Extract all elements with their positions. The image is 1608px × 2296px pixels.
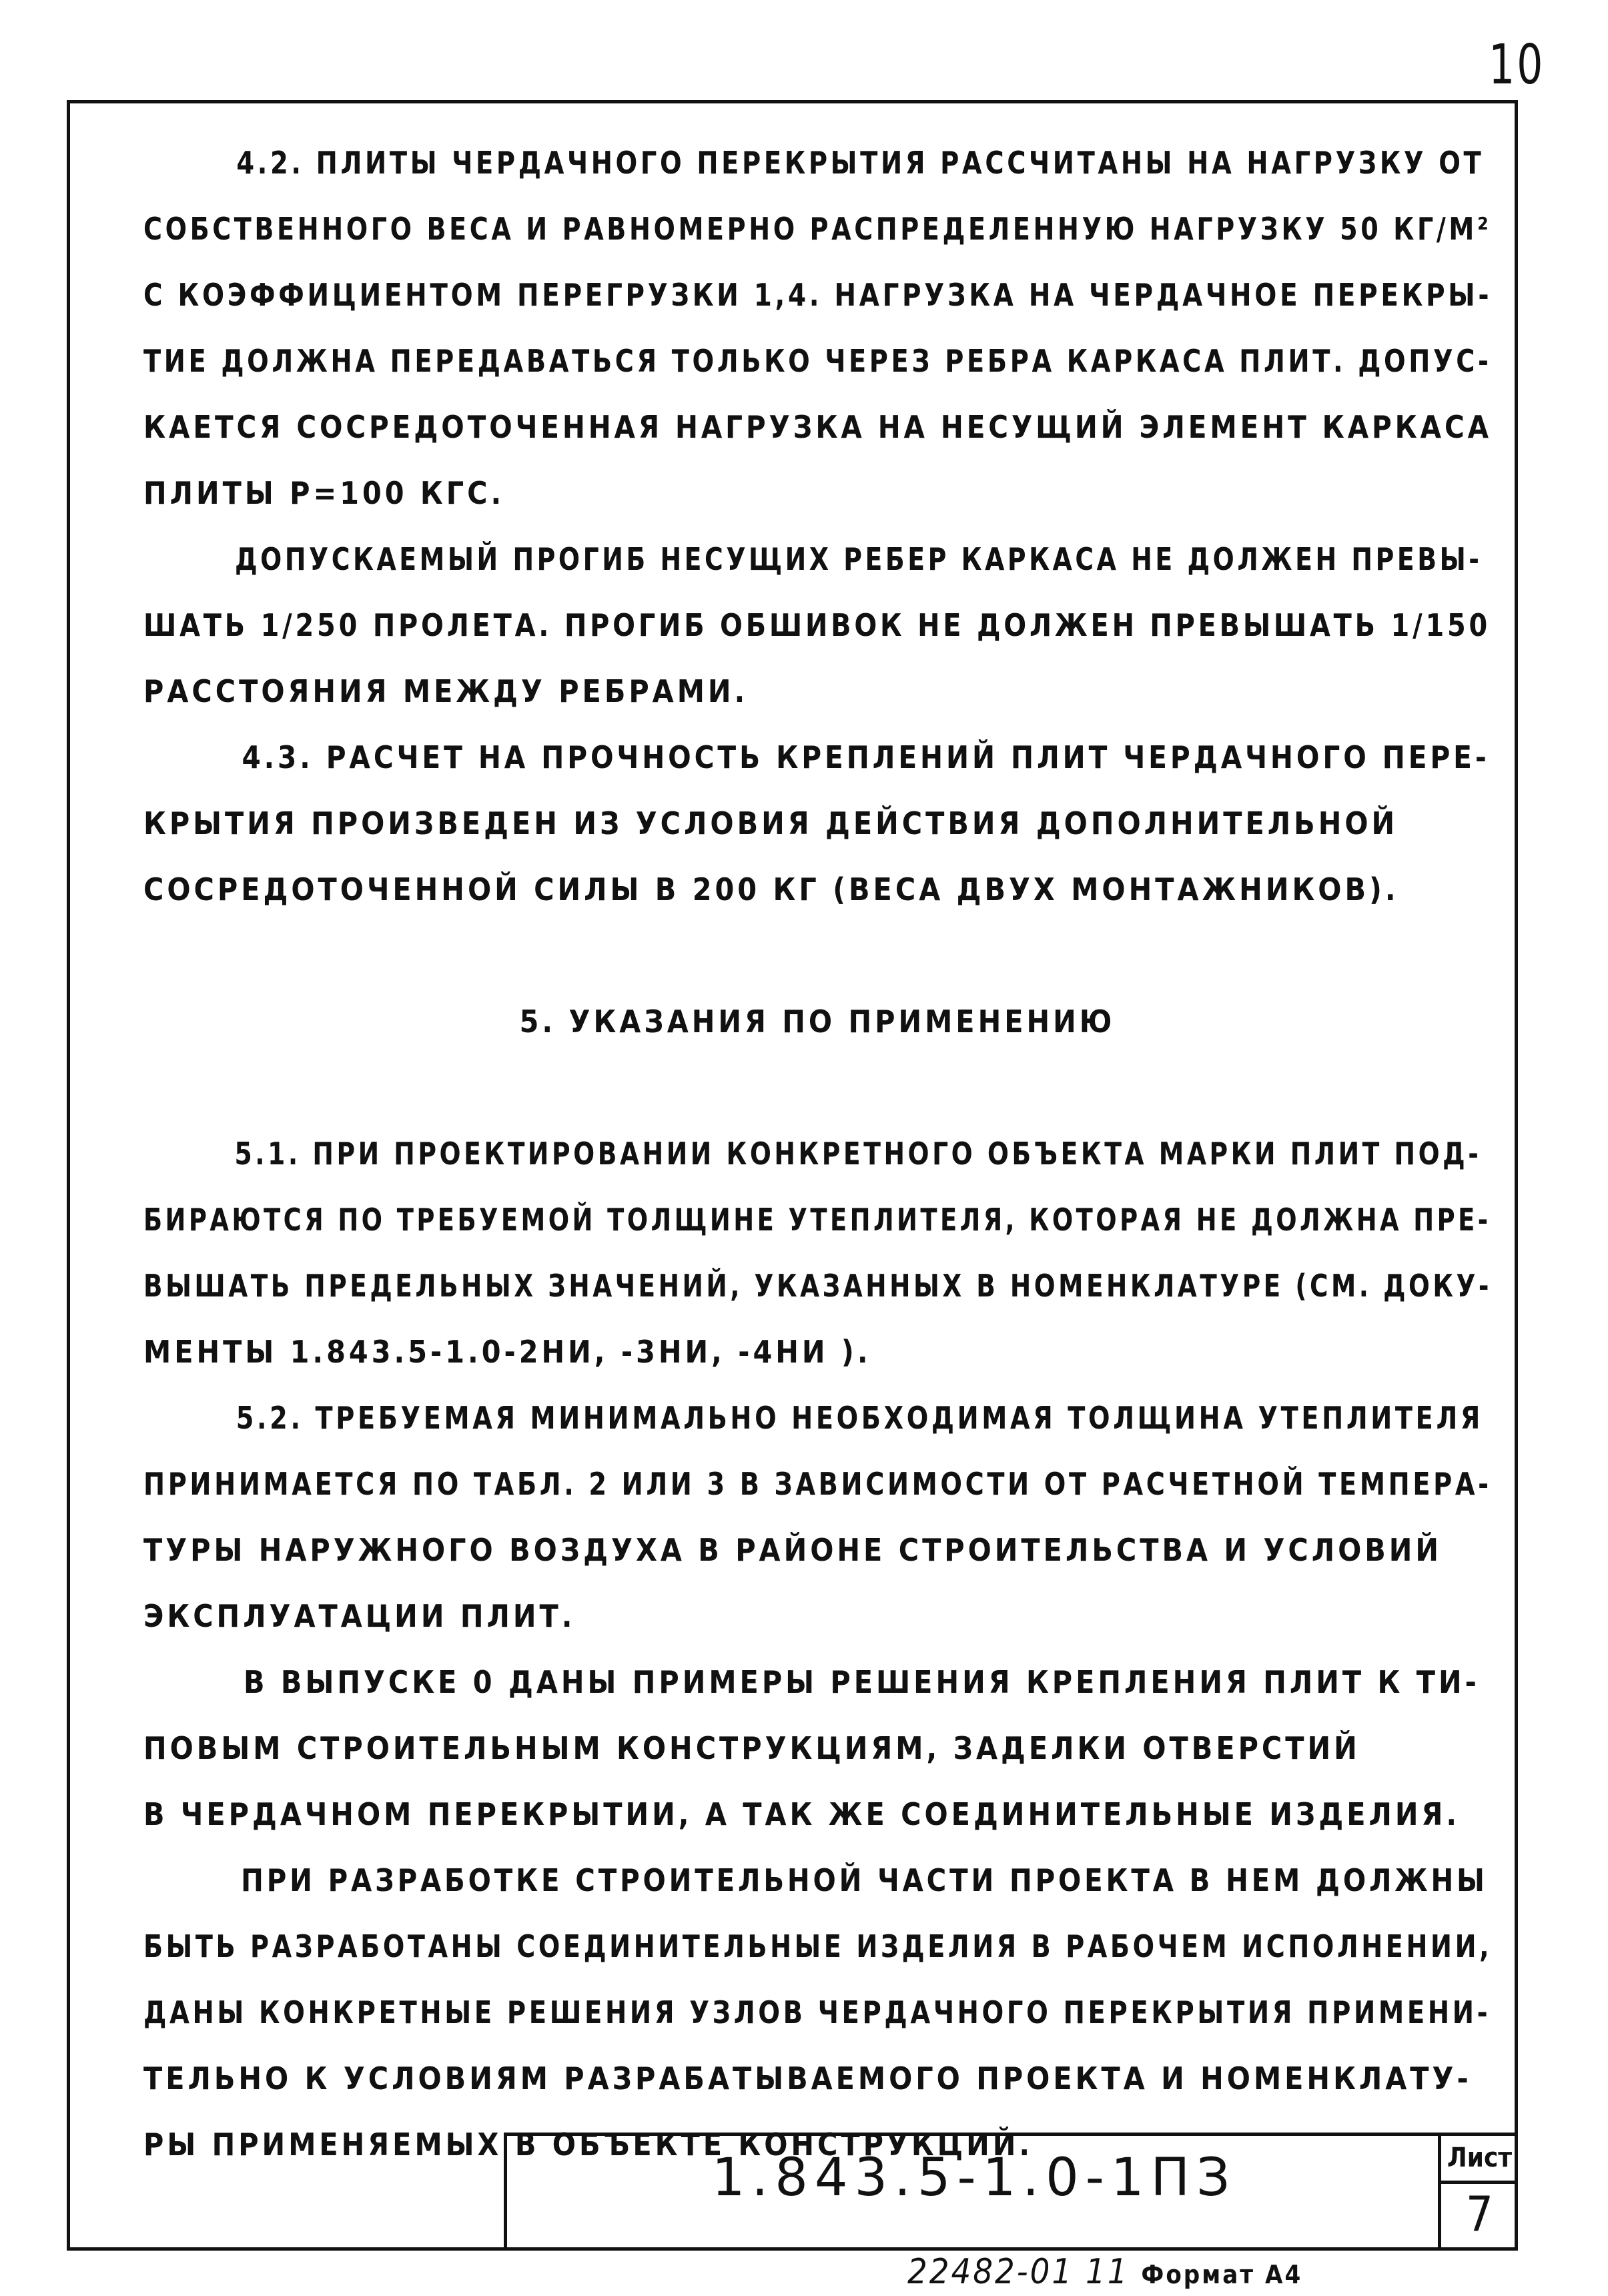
title-block [504,2133,1518,2247]
text-line: ТИЕ ДОЛЖНА ПЕРЕДАВАТЬСЯ ТОЛЬКО ЧЕРЕЗ РЕБРА КАРКАСА ПЛИТ. ДОПУС- [143,343,1492,379]
inventory-number: 22482-01 11 [907,2252,1130,2292]
text-line: ДАНЫ КОНКРЕТНЫЕ РЕШЕНИЯ УЗЛОВ ЧЕРДАЧНОГО ПЕРЕКРЫТИЯ ПРИМЕНИ- [143,1994,1491,2030]
text-line: ШАТЬ 1/250 ПРОЛЕТА. ПРОГИБ ОБШИВОК НЕ ДОЛЖЕН ПРЕВЫШАТЬ 1/150 [143,607,1491,643]
sheet-label: Лист [1441,2137,1518,2184]
format-label: Формат А4 [1141,2260,1303,2289]
text-line: 5.1. ПРИ ПРОЕКТИРОВАНИИ КОНКРЕТНОГО ОБЪЕКТА МАРКИ ПЛИТ ПОД- [234,1136,1482,1172]
document-body [143,130,1491,2178]
text-line: 4.2. ПЛИТЫ ЧЕРДАЧНОГО ПЕРЕКРЫТИЯ РАССЧИТАНЫ НА НАГРУЗКУ ОТ [236,145,1485,181]
text-line: КРЫТИЯ ПРОИЗВЕДЕН ИЗ УСЛОВИЯ ДЕЙСТВИЯ ДОПОЛНИТЕЛЬНОЙ [143,805,1398,841]
document-code: 1.843.5-1.0-1ПЗ [711,2148,1237,2208]
page-frame-bottom [67,2247,1518,2251]
text-line: КАЕТСЯ СОСРЕДОТОЧЕННАЯ НАГРУЗКА НА НЕСУЩИЙ ЭЛЕМЕНТ КАРКАСА [143,409,1492,445]
text-line: ПОВЫМ СТРОИТЕЛЬНЫМ КОНСТРУКЦИЯМ, ЗАДЕЛКИ ОТВЕРСТИЙ [143,1730,1360,1766]
text-line: ЭКСПЛУАТАЦИИ ПЛИТ. [143,1598,576,1634]
text-line: БЫТЬ РАЗРАБОТАНЫ СОЕДИНИТЕЛЬНЫЕ ИЗДЕЛИЯ В РАБОЧЕМ ИСПОЛНЕНИИ, [143,1928,1493,1964]
text-line: СОСРЕДОТОЧЕННОЙ СИЛЫ В 200 КГ (ВЕСА ДВУХ МОНТАЖНИКОВ). [143,871,1399,907]
sheet-cell [1438,2136,1518,2247]
text-line: РАССТОЯНИЯ МЕЖДУ РЕБРАМИ. [143,673,749,709]
text-line: ПРИ РАЗРАБОТКЕ СТРОИТЕЛЬНОЙ ЧАСТИ ПРОЕКТА В НЕМ ДОЛЖНЫ [241,1862,1488,1898]
text-line: ПЛИТЫ Р=100 КГС. [143,475,505,511]
text-line: МЕНТЫ 1.843.5-1.0-2НИ, -3НИ, -4НИ ). [143,1334,871,1370]
page-number: 10 [1488,33,1545,97]
text-line: ДОПУСКАЕМЫЙ ПРОГИБ НЕСУЩИХ РЕБЕР КАРКАСА НЕ ДОЛЖЕН ПРЕВЫ- [234,541,1483,577]
text-line: В ВЫПУСКЕ 0 ДАНЫ ПРИМЕРЫ РЕШЕНИЯ КРЕПЛЕНИЯ ПЛИТ К ТИ- [244,1664,1480,1700]
text-line: 4.3. РАСЧЕТ НА ПРОЧНОСТЬ КРЕПЛЕНИЙ ПЛИТ ЧЕРДАЧНОГО ПЕРЕ- [242,739,1490,775]
blank-line [143,1055,1491,1121]
text-line: РЫ ПРИМЕНЯЕМЫХ В ОБЪЕКТЕ КОНСТРУКЦИЙ. [143,2127,1034,2163]
text-line: ВЫШАТЬ ПРЕДЕЛЬНЫХ ЗНАЧЕНИЙ, УКАЗАННЫХ В НОМЕНКЛАТУРЕ (СМ. ДОКУ- [143,1268,1492,1304]
text-line: В ЧЕРДАЧНОМ ПЕРЕКРЫТИИ, А ТАК ЖЕ СОЕДИНИТЕЛЬНЫЕ ИЗДЕЛИЯ. [143,1796,1461,1832]
section-heading: 5. УКАЗАНИЯ ПО ПРИМЕНЕНИЮ [519,1004,1116,1040]
text-line: ТУРЫ НАРУЖНОГО ВОЗДУХА В РАЙОНЕ СТРОИТЕЛЬСТВА И УСЛОВИЙ [143,1532,1443,1568]
blank-line [143,923,1491,989]
sheet-number: 7 [1465,2186,1494,2242]
text-line: ПРИНИМАЕТСЯ ПО ТАБЛ. 2 ИЛИ 3 В ЗАВИСИМОСТИ ОТ РАСЧЕТНОЙ ТЕМПЕРА- [143,1466,1492,1502]
text-line: БИРАЮТСЯ ПО ТРЕБУЕМОЙ ТОЛЩИНЕ УТЕПЛИТЕЛЯ, КОТОРАЯ НЕ ДОЛЖНА ПРЕ- [143,1202,1491,1238]
text-line: 5.2. ТРЕБУЕМАЯ МИНИМАЛЬНО НЕОБХОДИМАЯ ТОЛЩИНА УТЕПЛИТЕЛЯ [236,1400,1483,1436]
text-line: С КОЭФФИЦИЕНТОМ ПЕРЕГРУЗКИ 1,4. НАГРУЗКА НА ЧЕРДАЧНОЕ ПЕРЕКРЫ- [143,277,1493,313]
text-line: СОБСТВЕННОГО ВЕСА И РАВНОМЕРНО РАСПРЕДЕЛЕННУЮ НАГРУЗКУ 50 КГ/М² [143,211,1492,247]
footer-note [907,2252,1302,2292]
text-line: ТЕЛЬНО К УСЛОВИЯМ РАЗРАБАТЫВАЕМОГО ПРОЕКТА И НОМЕНКЛАТУ- [143,2060,1472,2096]
